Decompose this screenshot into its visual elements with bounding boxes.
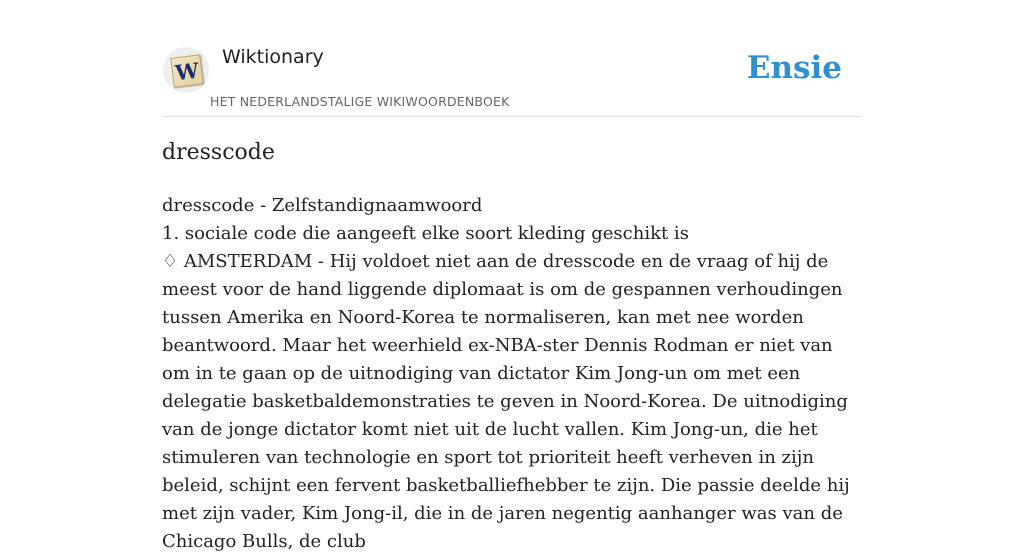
wiktionary-logo[interactable] (163, 47, 209, 93)
page-title: dresscode (162, 140, 275, 165)
example-text: ♢ AMSTERDAM - Hij voldoet niet aan de dresscode en de vraag of hij de meest voor de hand liggende diplomaat is om de gespannen verhoudingen tussen Amerika en Noord-Korea te normaliseren, kan met nee worden beantwoord. Maar het weerhield ex-NBA-ster Dennis Rodman er niet van om in te gaan op de uitnodiging van dictator Kim Jong-un om met een delegatie basketbaldemonstraties te geven in Noord-Korea. De uitnodiging van de jonge dictator komt niet uit de lucht vallen. Kim Jong-un, die het stimuleren van technologie en sport tot prioriteit heeft verheven in zijn beleid, schijnt een fervent basketballiefhebber te zijn. Die passie deelde hij met zijn vader, Kim Jong-il, die in de jaren negentig aanhanger was van de Chicago Bulls, de club (162, 251, 850, 552)
page (162, 0, 862, 552)
wiktionary-logo-icon: W (170, 54, 203, 87)
site-tagline: HET NEDERLANDSTALIGE WIKIWOORDENBOEK (210, 94, 510, 109)
entry-body (162, 192, 862, 556)
definition: 1. sociale code die aangeeft elke soort kleding geschikt is (162, 223, 689, 244)
word-class-line: dresscode - Zelfstandignaamwoord (162, 195, 483, 216)
site-name[interactable]: Wiktionary (222, 46, 324, 68)
site-header (162, 0, 862, 117)
ensie-logo[interactable]: Ensie (746, 50, 842, 86)
